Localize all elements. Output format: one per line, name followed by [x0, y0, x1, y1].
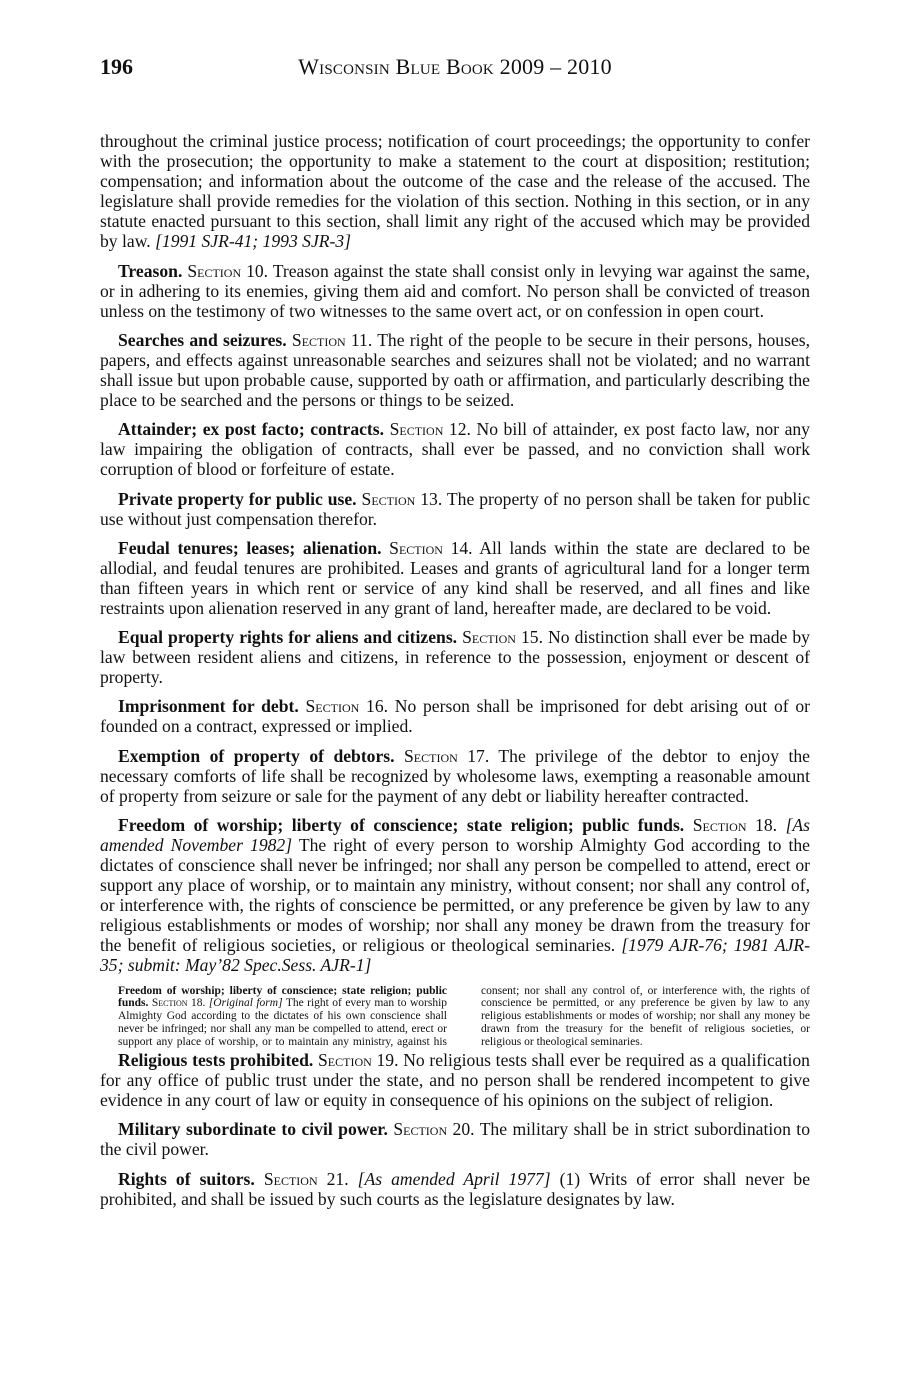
section-heading: Feudal tenures; leases; alienation. — [118, 537, 382, 558]
original-form-note — [118, 985, 810, 1050]
section-heading: Searches and seizures. — [118, 329, 287, 350]
section-paragraph — [100, 489, 810, 529]
section-label: Section 16. — [305, 696, 389, 717]
section-label: Section 19. — [318, 1050, 399, 1071]
section-text: Treason against the state shall consist only in levying war against the same, or in adhering to its enemies, giving them aid and comfort. No person shall be convicted of treason unless on the testimony of two witnesses to the same overt act, or on confession in open court. — [100, 260, 810, 321]
section-heading: Attainder; ex post facto; contracts. — [118, 419, 385, 440]
section-heading: Exemption of property of debtors. — [118, 745, 395, 766]
section-heading: Equal property rights for aliens and citizens. — [118, 627, 458, 648]
section-heading: Private property for public use. — [118, 488, 357, 509]
amended-note: [As amended April 1977] — [357, 1168, 551, 1189]
section-heading: Rights of suitors. — [118, 1168, 255, 1189]
intro-paragraph — [100, 131, 810, 252]
section-heading: Freedom of worship; liberty of conscience; state religion; public funds. — [118, 814, 685, 835]
section-citation: [1979 AJR-76; 1981 AJR-35; submit: May’82 Spec.Sess. AJR-1] — [100, 935, 810, 976]
section-heading: Treason. — [118, 260, 183, 281]
section-heading: Religious tests prohibited. — [118, 1050, 314, 1071]
section-text: The privilege of the debtor to enjoy the necessary comforts of life shall be recognized by wholesome laws, exempting a reasonable amount of property from seizure or sale for the payment of any debt or liability hereafter contracted. — [100, 745, 810, 806]
section-heading: Imprisonment for debt. — [118, 696, 299, 717]
section-18-paragraph — [100, 815, 810, 976]
section-label: Section 15. — [462, 627, 543, 648]
note-form-label: [Original form] — [208, 997, 283, 1010]
section-text: No person shall be imprisoned for debt arising out of or founded on a contract, expressed or implied. — [100, 696, 810, 737]
section-label: Section 20. — [393, 1119, 475, 1140]
section-text: All lands within the state are declared to be allodial, and feudal tenures are prohibited. Leases and grants of agricultural land for a longer term than fifteen years in which rent or service of any kind shall be reserved, and all fines and like restraints upon alienation reserved in any grant of land, hereafter made, are declared to be void. — [100, 537, 810, 618]
section-label: Section 13. — [361, 488, 443, 509]
section-21-paragraph — [100, 1169, 810, 1209]
section-label: Section 10. — [187, 260, 269, 281]
section-label: Section 18. — [692, 814, 778, 835]
page-header — [100, 54, 810, 84]
note-text: The right of every man to worship Almighty God according to the dictates of his own conscience shall never be infringed; nor shall any man be compelled to attend, erect or support any place of worship, or to maintain any ministry, against his consent; nor shall any control of, or interference with, the rights of conscience be permitted, or any preference be given by law to any religious establishments or modes of worship; nor shall any money be drawn from the treasury for the benefit of religious societies, or religious or theological seminaries. — [118, 984, 810, 1049]
section-label: Section 12. — [389, 419, 471, 440]
section-text: (1) Writs of error shall never be prohibited, and shall be issued by such courts as the legislature designates by law. — [100, 1168, 811, 1209]
section-paragraph — [100, 1119, 810, 1159]
page-number: 196 — [100, 54, 133, 79]
section-text: The military shall be in strict subordination to the civil power. — [100, 1119, 810, 1160]
section-paragraph — [100, 419, 810, 479]
section-heading: Military subordinate to civil power. — [118, 1119, 388, 1140]
section-text: The property of no person shall be taken for public use without just compensation therefor. — [100, 488, 811, 529]
section-label: Section 14. — [389, 537, 473, 558]
section-paragraph — [100, 261, 810, 321]
section-paragraph — [100, 330, 810, 410]
section-text: No distinction shall ever be made by law between resident aliens and citizens, in reference to the possession, enjoyment or descent of property. — [100, 627, 810, 688]
note-heading: Freedom of worship; liberty of conscience; state religion; public funds. — [118, 984, 447, 1010]
section-text: No religious tests shall ever be required as a qualification for any office of public trust under the state, and no person shall be rendered incompetent to give evidence in any court of law or equity in consequence of his opinions on the subject of religion. — [100, 1050, 810, 1111]
intro-text: throughout the criminal justice process; notification of court proceedings; the opportunity to confer with the prosecution; the opportunity to make a statement to the court at disposition; restitution; compensation; and information about the outcome of the case and the release of the accused. The legislature shall provide remedies for the violation of this section. Nothing in this section, or in any statute enacted pursuant to this section, shall limit any right of the accused which may be provided by law. — [100, 131, 810, 252]
note-section-label: Section 18. — [151, 997, 206, 1010]
intro-citation: [1991 SJR-41; 1993 SJR-3] — [155, 231, 351, 252]
section-label: Section 17. — [404, 745, 490, 766]
running-title: Wisconsin Blue Book 2009 – 2010 — [298, 54, 612, 79]
section-paragraph — [100, 696, 810, 736]
section-text: The right of the people to be secure in their persons, houses, papers, and effects against unreasonable searches and seizures shall not be violated; and no warrant shall issue but upon probable cause, supported by oath or affirmation, and particularly describing the place to be searched and the persons or things to be seized. — [100, 329, 810, 411]
section-paragraph — [100, 746, 810, 806]
section-paragraph — [100, 538, 810, 618]
section-label: Section 21. — [263, 1168, 349, 1189]
section-paragraph — [100, 1050, 810, 1110]
section-text: No bill of attainder, ex post facto law, nor any law impairing the obligation of contracts, shall ever be passed, and no conviction shall work corruption of blood or forfeiture of estate. — [100, 419, 810, 480]
section-label: Section 11. — [291, 329, 373, 350]
section-text: The right of every person to worship Almighty God according to the dictates of conscience shall never be infringed; nor shall any person be compelled to attend, erect or support any place of worship, or to maintain any ministry, without consent; nor shall any control of, or interference with, the rights of conscience be permitted, or any preference be given by law to any religious establishments or modes of worship; nor shall any money be drawn from the treasury for the benefit of religious societies, or religious or theological seminaries. — [100, 834, 810, 956]
section-paragraph — [100, 627, 810, 687]
page-content — [100, 131, 810, 1218]
amended-note: [As amended November 1982] — [100, 814, 811, 855]
